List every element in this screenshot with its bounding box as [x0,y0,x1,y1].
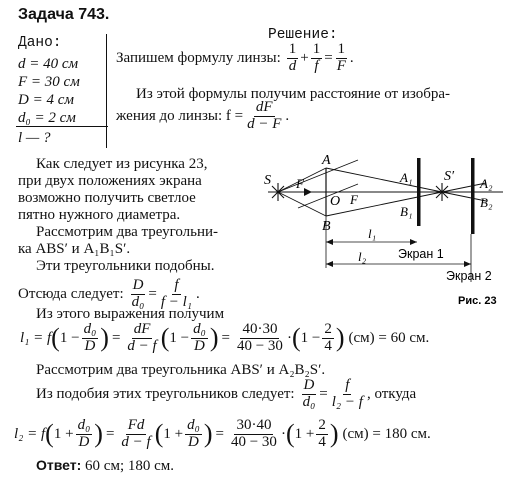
given-vertical-rule [106,34,107,148]
given-find: l — ? [18,130,51,146]
otsyuda-text: Отсюда следует: [18,286,124,302]
left-line-7: Эти треугольники подобны. [36,258,215,274]
solution-header: Решение: [268,27,338,43]
label-A2: A₂ [480,176,493,191]
l2-equation: l₂ = f ( 1 + $\frac{\text{d₀}}{D}$ ) = $\frac{Fd}{d - f}$ ( 1 + $\frac{\text{d₀}}{D}$ ) = $\frac{30\cdot 40}{40 - 30}$ · ( 1 + $\frac{2}{4}$ ) (см) = 180 см. [14,417,431,450]
distance-formula-line: жения до линзы: f = $\frac{dF}{d - F}$ . [116,99,290,132]
rays [278,160,486,216]
label-B2: B₂ [480,195,493,210]
answer-label: Ответ: [36,457,82,473]
frac-1-f: $\frac{1}{f}$ [312,41,321,74]
figure-caption: Рис. 23 [458,295,497,307]
label-S: S [264,173,271,188]
label-O: O [330,194,341,209]
label-A1: A₁ [400,170,413,185]
l1-equation: l₁ = f ( 1 − $\frac{\text{d₀}}{D}$ ) = $\frac{dF}{d - f}$ ( 1 − $\frac{\text{d₀}}{D}$ ) = $\frac{40\cdot 30}{40 - 30}$ · ( 1 − $\frac{2}{4}$ ) (см) = 60 см. [20,321,430,354]
left-line-5: Рассмотрим два треугольни- [36,224,219,240]
screen-1-bar [417,158,421,226]
problem-title: Задача 743. [18,6,110,23]
frac-D-d0: $\frac{D}{\text{d₀}}$ [131,277,145,310]
l1-result: (см) = 60 см. [348,330,430,346]
label-screen-2: Экран 2 [446,269,492,283]
frac-1-F: $\frac{1}{F}$ [336,41,346,74]
frac-d0-D-4: $\frac{\text{d₀}}{D}$ [187,417,200,450]
frac-30x40: $\frac{30\cdot 40}{40 - 30}$ [230,417,277,450]
label-l2: l₂ [358,249,367,264]
frac-d0-D: $\frac{\text{d₀}}{D}$ [83,321,97,354]
frac-1-d: $\frac{1}{d}$ [288,41,297,74]
label-B1: B₁ [400,204,413,219]
given-divider [16,126,108,127]
given-line-1: d = 40 см [18,56,79,72]
frac-d0-D-3: $\frac{\text{d₀}}{D}$ [77,417,91,450]
label-S-prime: S′ [444,169,455,184]
answer-value: 60 см; 180 см. [85,458,175,474]
left-line-8: Отсюда следует: $\frac{D}{\text{d₀}}$ = $\frac{f}{\text{f − l₁}}$ . [18,277,200,310]
distance-text-1: Из этой формулы получим расстояние от изобра- [136,86,451,102]
l2-result: (см) = 180 см. [342,426,431,442]
frac-dF-dminusF: $\frac{dF}{d - F}$ [247,99,282,132]
frac-D-d0-2: $\frac{D}{\text{d₀}}$ [302,377,316,410]
label-F-left: F [296,176,304,191]
otkuda-text: , откуда [366,386,417,402]
label-screen-1: Экран 1 [398,247,444,261]
left-line-3: возможно получить светлое [18,190,196,206]
frac-2-4: $\frac{2}{4}$ [324,321,332,354]
figure-23 [258,150,508,312]
label-B: B [322,219,331,234]
frac-Fd-dminusf: $\frac{Fd}{d - f}$ [121,417,151,450]
frac-f-l2minusf: $\frac{f}{\text{l₂ − f}}$ [331,377,363,410]
label-F-right: F [350,192,358,207]
left-line-1: Как следует из рисунка 23, [36,156,208,172]
left-line-6: ка ABS′ и A₁B₁S′. [18,241,131,257]
frac-2-4-b: $\frac{2}{4}$ [318,417,326,450]
label-l1: l₁ [368,226,377,241]
frac-40x30: $\frac{40\cdot 30}{40 - 30}$ [236,321,283,354]
screen-2-bar [471,158,475,234]
given-line-4: d₀ = 2 см [18,110,76,126]
left-line-2: при двух положениях экрана [18,173,202,189]
given-line-2: F = 30 см [18,74,80,90]
left-line-4: пятно нужного диаметра. [18,207,181,223]
given-line-3: D = 4 см [18,92,74,108]
from-expression-text: Из этого выражения получим [36,306,225,322]
label-A: A [322,153,331,168]
consider-triangles-2: Рассмотрим два треугольника ABS′ и A₂B₂S′. [36,362,326,378]
similarity-text: Из подобия этих треугольников следует: [36,386,295,402]
lens-formula-line: Запишем формулу линзы: $\frac{1}{d}$ + $\frac{1}{f}$ = $\frac{1}{F}$ . [116,41,354,74]
lens-formula-text: Запишем формулу линзы: [116,50,281,66]
given-header: Дано: [18,35,62,51]
frac-f-fminusl1: $\frac{f}{\text{f − l₁}}$ [160,277,192,310]
similarity-line: Из подобия этих треугольников следует: $\frac{D}{\text{d₀}}$ = $\frac{f}{\text{l₂ − f}}$ , откуда [36,377,417,410]
answer-line [36,458,174,475]
distance-text-2: жения до линзы: f = [116,108,244,124]
frac-d0-D-2: $\frac{\text{d₀}}{D}$ [193,321,206,354]
ray-arrow [304,188,312,196]
frac-dF-dminusf: $\frac{dF}{d - f}$ [127,321,157,354]
